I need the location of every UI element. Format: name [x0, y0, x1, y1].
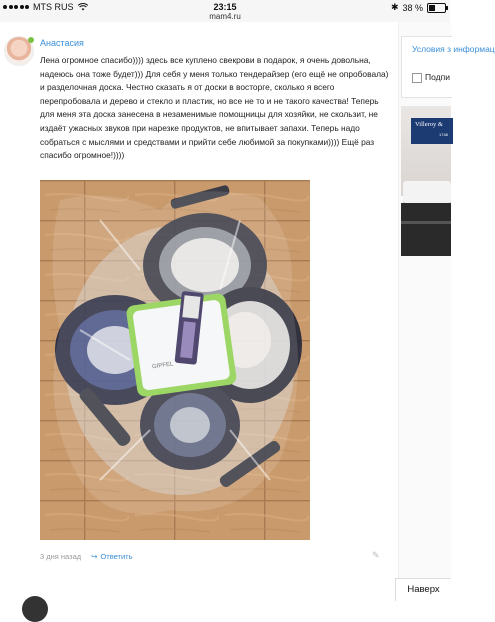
ad-brand: Villeroy &	[415, 121, 443, 128]
ad-cabinet-image	[401, 203, 451, 256]
back-to-top-button[interactable]: Наверх	[395, 578, 451, 601]
ad-logo	[411, 118, 453, 144]
online-indicator	[28, 37, 34, 43]
comment-text: Лена огромное спасибо)))) здесь все куплено свекрови в подарок, я очень довольна, надеюсь она тоже будет))) Для себя у меня только тендерайзер (его ещё не опробовала) и разделочная доска. Честно сказать я от доски в восторге, сколько я всего перепробовала и дерево и стекло и пластик, но все не то и не такого качества! Теперь для меня эта доска занесена в незаменимые помощницы для хозяйки, не скользит, не издаёт ужасных звуков при нарезке продуктов, не впитывает запахи. Теперь надо собраться с мыслями и средствами и прийти себе любимой за покупками)))) Ещё раз спасибо огромное!))))	[40, 55, 389, 161]
next-comment-avatar[interactable]	[22, 596, 48, 622]
reply-button[interactable]	[91, 552, 132, 561]
battery-icon	[427, 3, 446, 13]
comment-author[interactable]: Анастасия	[40, 38, 84, 48]
status-bar	[0, 0, 450, 22]
cookware-photo-illustration	[40, 180, 310, 540]
clock: 23:15	[213, 2, 237, 12]
terms-link[interactable]: Условия з информац	[412, 44, 495, 54]
reply-label: Ответить	[100, 552, 133, 561]
comment-time: 3 дня назад	[40, 552, 82, 561]
right-sidebar	[398, 22, 495, 600]
reply-icon: ↪	[91, 552, 98, 561]
svg-text:GIPFEL: GIPFEL	[151, 361, 174, 371]
subscribe-label: Подпи	[425, 72, 450, 82]
ad-sink-image	[403, 181, 451, 203]
address-bar-url[interactable]: mam4.ru	[209, 12, 241, 21]
carrier-label: MTS RUS	[33, 2, 74, 12]
comment-thread	[0, 22, 398, 600]
comment-meta	[40, 552, 133, 561]
subscribe-card	[401, 36, 495, 98]
advertisement-banner[interactable]	[401, 106, 451, 256]
battery-group	[391, 2, 446, 13]
battery-percent: 38 %	[402, 2, 423, 13]
edit-icon[interactable]: ✎	[372, 550, 380, 560]
bluetooth-icon: ✱	[390, 2, 399, 12]
attached-photo[interactable]	[40, 180, 310, 540]
ad-brand-sub: 1748	[439, 132, 448, 137]
subscribe-checkbox[interactable]	[412, 73, 422, 83]
